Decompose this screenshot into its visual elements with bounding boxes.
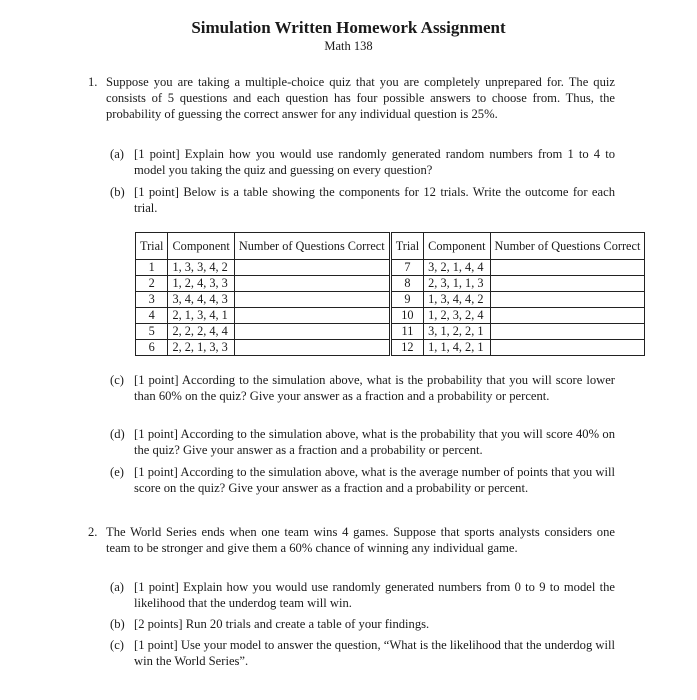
question-1a-label: (a) — [110, 147, 124, 161]
component-cell: 3, 4, 4, 4, 3 — [168, 292, 234, 308]
question-2a-text: [1 point] Explain how you would use randomly generated numbers from 0 to 9 to model the likelihood that the underdog team will win. — [134, 580, 615, 610]
question-1a-text: [1 point] Explain how you would use randomly generated random numbers from 1 to 4 to model you taking the quiz and guessing on every question? — [134, 147, 615, 177]
answer-cell[interactable] — [234, 340, 390, 356]
component-cell: 1, 3, 4, 4, 2 — [424, 292, 490, 308]
question-1d-text: [1 point] According to the simulation above, what is the probability that you will score 40% on the quiz? Give your answer as a fraction and a probability or percent. — [134, 427, 615, 457]
answer-cell[interactable] — [490, 324, 645, 340]
table-row — [136, 276, 645, 292]
answer-cell[interactable] — [490, 276, 645, 292]
answer-cell[interactable] — [490, 260, 645, 276]
table-row — [136, 260, 645, 276]
question-1-number: 1. — [88, 75, 98, 89]
trial-cell: 5 — [136, 324, 168, 340]
trial-cell: 8 — [390, 276, 423, 292]
component-header: Component — [168, 233, 234, 260]
table-header-row — [136, 233, 645, 260]
answer-cell[interactable] — [490, 292, 645, 308]
trial-cell: 10 — [390, 308, 423, 324]
trial-cell: 4 — [136, 308, 168, 324]
question-2a-label: (a) — [110, 580, 124, 594]
table-row — [136, 308, 645, 324]
question-1e-label: (e) — [110, 465, 124, 479]
answer-cell[interactable] — [234, 260, 390, 276]
page-title: Simulation Written Homework Assignment — [191, 18, 506, 37]
component-cell: 1, 3, 3, 4, 2 — [168, 260, 234, 276]
answer-cell[interactable] — [234, 324, 390, 340]
trial-header: Trial — [136, 233, 168, 260]
component-cell: 3, 1, 2, 2, 1 — [424, 324, 490, 340]
trial-cell: 6 — [136, 340, 168, 356]
trial-cell: 3 — [136, 292, 168, 308]
component-cell: 2, 2, 1, 3, 3 — [168, 340, 234, 356]
component-cell: 1, 1, 4, 2, 1 — [424, 340, 490, 356]
trial-cell: 11 — [390, 324, 423, 340]
trial-cell: 9 — [390, 292, 423, 308]
question-1b-text: [1 point] Below is a table showing the components for 12 trials. Write the outcome for each trial. — [134, 185, 615, 215]
question-1c-text: [1 point] According to the simulation above, what is the probability that you will score lower than 60% on the quiz? Give your answer as a fraction and a probability or percent. — [134, 373, 615, 403]
component-cell: 2, 1, 3, 4, 1 — [168, 308, 234, 324]
answer-cell[interactable] — [490, 340, 645, 356]
trial-cell: 2 — [136, 276, 168, 292]
component-cell: 3, 2, 1, 4, 4 — [424, 260, 490, 276]
question-2-number: 2. — [88, 525, 98, 539]
answer-cell[interactable] — [234, 308, 390, 324]
trial-cell: 12 — [390, 340, 423, 356]
table-row — [136, 292, 645, 308]
course-subtitle: Math 138 — [324, 39, 373, 53]
correct-header: Number of Questions Correct — [234, 233, 390, 260]
question-1c-label: (c) — [110, 373, 124, 387]
question-1e-text: [1 point] According to the simulation above, what is the average number of points that you will score on the quiz? Give your answer as a fraction and a probability or percent. — [134, 465, 615, 495]
component-cell: 2, 2, 2, 4, 4 — [168, 324, 234, 340]
answer-cell[interactable] — [490, 308, 645, 324]
component-header: Component — [424, 233, 490, 260]
trial-header: Trial — [390, 233, 423, 260]
table-row — [136, 340, 645, 356]
component-cell: 2, 3, 1, 1, 3 — [424, 276, 490, 292]
question-1-text: Suppose you are taking a multiple-choice quiz that you are completely unprepared for. The quiz consists of 5 questions and each question has four possible answers to choose from. Thus, the probability of guessing the correct answer for any individual question is 25%. — [106, 75, 615, 121]
trial-cell: 7 — [390, 260, 423, 276]
question-2c-text: [1 point] Use your model to answer the question, “What is the likelihood that the underdog will win the World Series”. — [134, 638, 615, 668]
correct-header: Number of Questions Correct — [490, 233, 645, 260]
question-2c-label: (c) — [110, 638, 124, 652]
trial-cell: 1 — [136, 260, 168, 276]
question-1d-label: (d) — [110, 427, 125, 441]
table-row — [136, 324, 645, 340]
question-1b-label: (b) — [110, 185, 125, 199]
component-cell: 1, 2, 3, 2, 4 — [424, 308, 490, 324]
answer-cell[interactable] — [234, 292, 390, 308]
simulation-table — [135, 232, 645, 356]
question-2b-text: [2 points] Run 20 trials and create a table of your findings. — [134, 617, 430, 631]
answer-cell[interactable] — [234, 276, 390, 292]
question-2-text: The World Series ends when one team wins 4 games. Suppose that sports analysts considers one team to be stronger and give them a 60% chance of winning any individual game. — [106, 525, 615, 555]
question-2b-label: (b) — [110, 617, 125, 631]
component-cell: 1, 2, 4, 3, 3 — [168, 276, 234, 292]
